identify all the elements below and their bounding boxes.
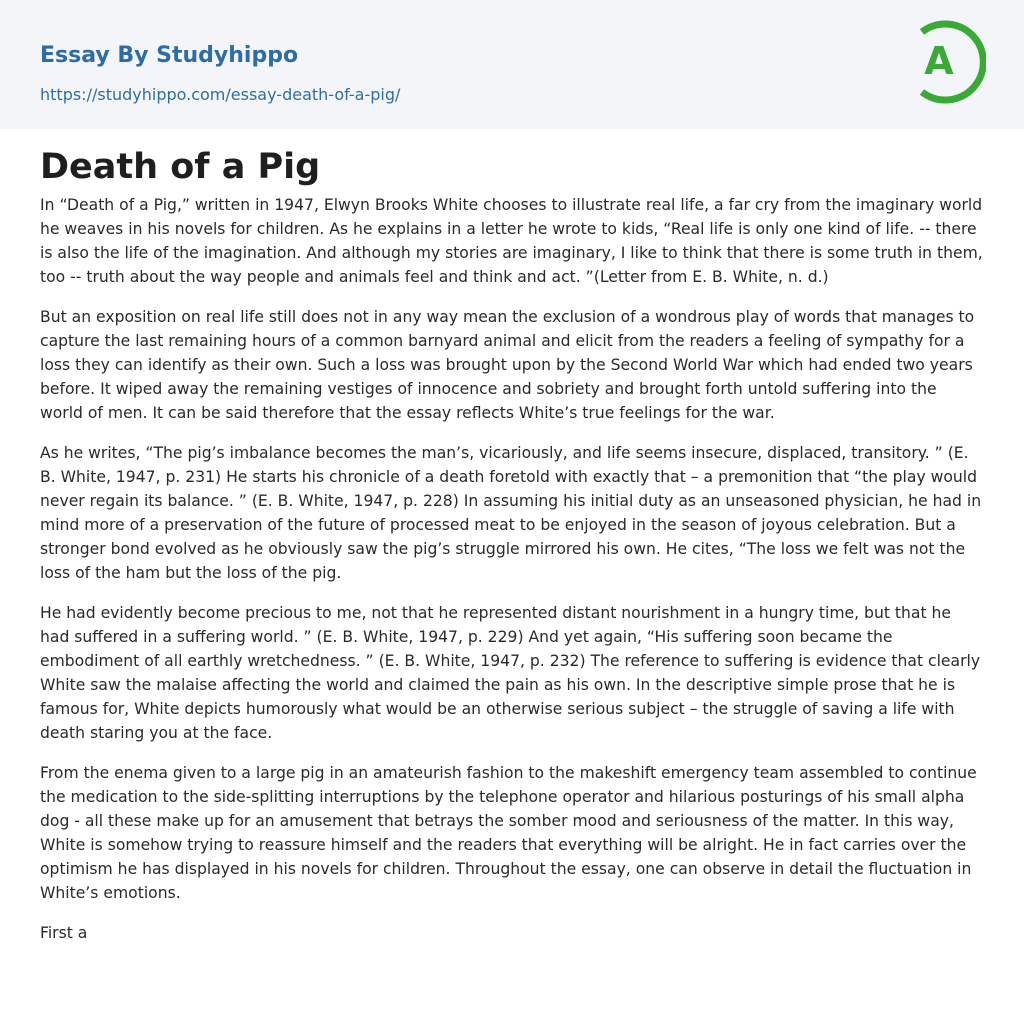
essay-paragraph: As he writes, “The pig’s imbalance becomes the man’s, vicariously, and life seems insecure, displaced, transitory. ” (E. B. White, 1947, p. 231) He starts his chronicle of a death foretold with exactly that – a premonition that “the play would never regain its balance. ” (E. B. White, 1947, p. 228) In assuming his initial duty as an unseasoned physician, he had in mind more of a preservation of the future of processed meat to be enjoyed in the season of joyous celebration. But a stronger bond evolved as he obviously saw the pig’s struggle mirrored his own. He cites, “The loss we felt was not the loss of the ham but the loss of the pig. — [40, 444, 982, 582]
essay-paragraph: In “Death of a Pig,” written in 1947, Elwyn Brooks White chooses to illustrate real life, a far cry from the imaginary world he weaves in his novels for children. As he explains in a letter he wrote to kids, “Real life is only one kind of life. -- there is also the life of the imagination. And although my stories are imaginary, I like to think that there is some truth in them, too -- truth about the way people and animals feel and think and act. ”(Letter from E. B. White, n. d.) — [40, 196, 983, 286]
page-title: Death of a Pig — [40, 147, 321, 187]
essay-paragraph: From the enema given to a large pig in an amateurish fashion to the makeshift emergency team assembled to continue the medication to the side-splitting interruptions by the telephone operator and hilarious posturings of his small alpha dog - all these make up for an amusement that betrays the somber mood and seriousness of the matter. In this way, White is somehow trying to reassure himself and the readers that everything will be alright. He in fact carries over the optimism he has displayed in his novels for children. Throughout the essay, one can observe in detail the fluctuation in White’s emotions. — [40, 764, 977, 902]
essay-url-link[interactable]: https://studyhippo.com/essay-death-of-a-pig/ — [40, 85, 401, 104]
essay-body — [40, 145, 984, 961]
brand-title[interactable]: Essay By Studyhippo — [40, 43, 299, 68]
studyhippo-logo-icon[interactable] — [912, 19, 986, 105]
essay-paragraph: But an exposition on real life still does not in any way mean the exclusion of a wondrous play of words that manages to capture the last remaining hours of a common barnyard animal and elicit from the readers a feeling of sympathy for a loss they can identify as their own. Such a loss was brought upon by the Second World War which had ended two years before. It wiped away the remaining vestiges of innocence and sobriety and brought forth untold suffering into the world of men. It can be said therefore that the essay reflects White’s true feelings for the war. — [40, 308, 975, 422]
essay-paragraph-truncated: First a — [40, 924, 88, 942]
logo-letter: A — [924, 39, 954, 83]
site-header — [0, 0, 1024, 129]
essay-paragraph: He had evidently become precious to me, not that he represented distant nourishment in a hungry time, but that he had suffered in a suffering world. ” (E. B. White, 1947, p. 229) And yet again, “His suffering soon became the embodiment of all earthly wretchedness. ” (E. B. White, 1947, p. 232) The reference to suffering is evidence that clearly White saw the malaise affecting the world and claimed the pain as his own. In the descriptive simple prose that he is famous for, White depicts humorously what would be an otherwise serious subject – the struggle of saving a life with death staring you at the face. — [40, 604, 981, 742]
